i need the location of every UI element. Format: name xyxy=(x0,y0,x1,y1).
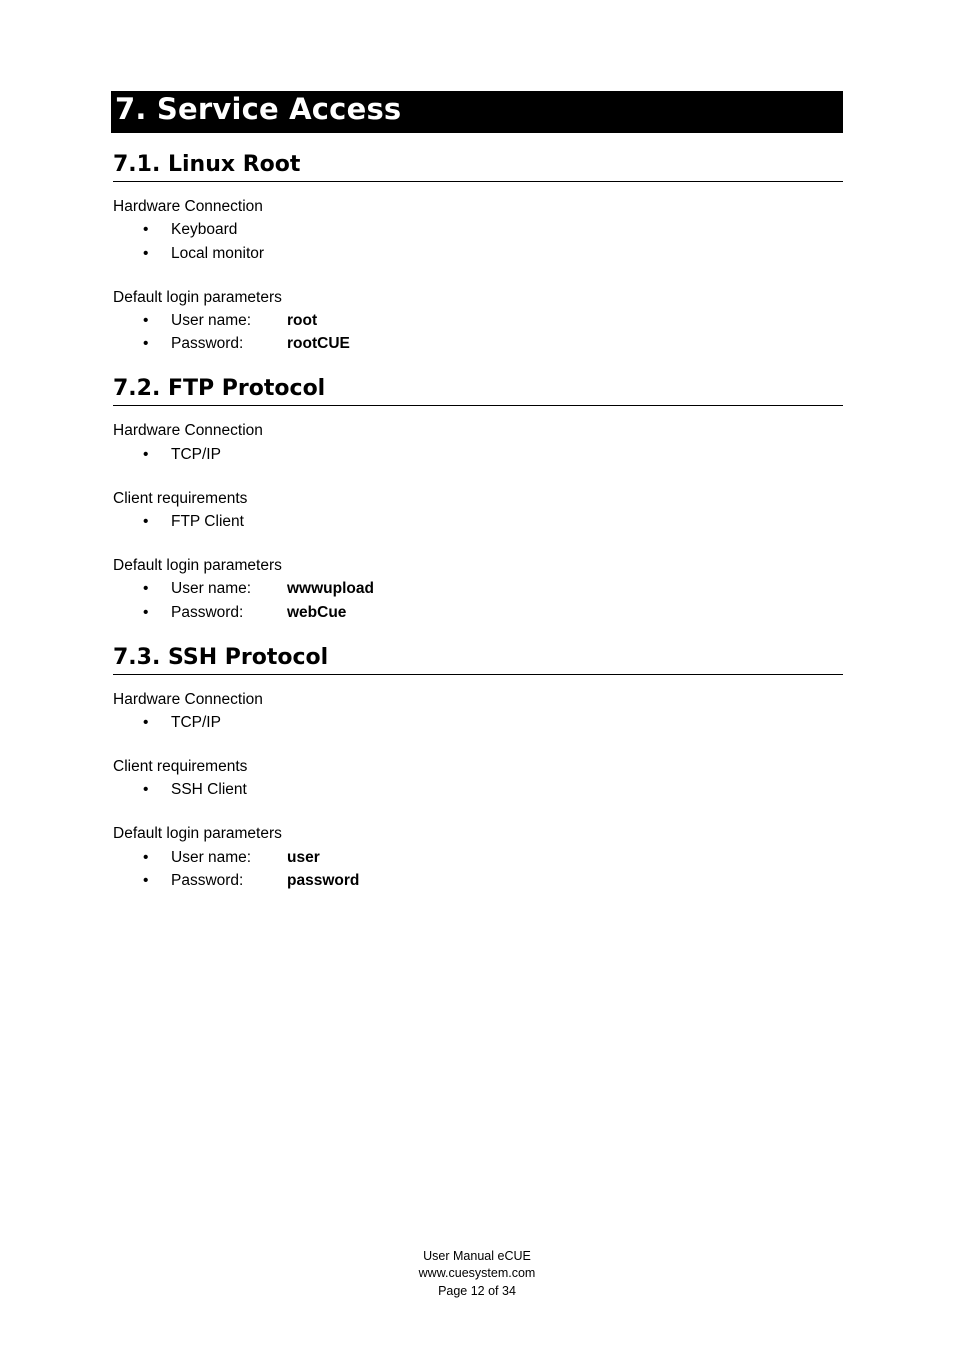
footer-website: www.cuesystem.com xyxy=(418,1266,536,1280)
password-value: rootCUE xyxy=(287,335,350,352)
bullet-icon: • xyxy=(143,446,149,463)
bullet-icon: • xyxy=(143,849,149,866)
bullet-icon: • xyxy=(143,245,149,262)
bullet-icon: • xyxy=(143,714,149,731)
bullet-icon: • xyxy=(143,580,149,597)
section-heading-ftp-protocol xyxy=(113,376,843,406)
login-parameters-label: Default login parameters xyxy=(113,825,282,842)
username-label: User name: xyxy=(171,580,252,597)
username-label: User name: xyxy=(171,312,252,329)
list-item: TCP/IP xyxy=(171,714,221,731)
footer-manual-title: User Manual eCUE xyxy=(423,1249,531,1263)
list-item: TCP/IP xyxy=(171,446,221,463)
section-title: 7.3. SSH Protocol xyxy=(113,645,329,670)
password-value: password xyxy=(287,872,360,889)
bullet-icon: • xyxy=(143,221,149,238)
bullet-icon: • xyxy=(143,312,149,329)
password-label: Password: xyxy=(171,335,244,352)
section-title: 7.2. FTP Protocol xyxy=(113,376,326,401)
bullet-icon: • xyxy=(143,335,149,352)
bullet-icon: • xyxy=(143,513,149,530)
client-requirements-label: Client requirements xyxy=(113,490,248,507)
section-heading-ssh-protocol xyxy=(113,645,843,675)
list-item: FTP Client xyxy=(171,513,244,530)
bullet-icon: • xyxy=(143,872,149,889)
client-requirements-label: Client requirements xyxy=(113,758,248,775)
hardware-connection-label: Hardware Connection xyxy=(113,198,263,215)
hardware-connection-label: Hardware Connection xyxy=(113,691,263,708)
password-label: Password: xyxy=(171,872,244,889)
chapter-title: 7. Service Access xyxy=(115,92,402,126)
hardware-connection-label: Hardware Connection xyxy=(113,422,263,439)
list-item: SSH Client xyxy=(171,781,247,798)
username-value: wwwupload xyxy=(287,580,374,597)
list-item: Keyboard xyxy=(171,221,238,238)
username-value: root xyxy=(287,312,318,329)
list-item: Local monitor xyxy=(171,245,265,262)
section-heading-linux-root xyxy=(113,152,843,182)
login-parameters-label: Default login parameters xyxy=(113,557,282,574)
login-parameters-label: Default login parameters xyxy=(113,289,282,306)
bullet-icon: • xyxy=(143,781,149,798)
footer-page-number: Page 12 of 34 xyxy=(438,1284,516,1298)
password-value: webCue xyxy=(287,604,347,621)
username-value: user xyxy=(287,849,320,866)
password-label: Password: xyxy=(171,604,244,621)
section-title: 7.1. Linux Root xyxy=(113,152,301,177)
chapter-heading-bar xyxy=(111,91,843,133)
username-label: User name: xyxy=(171,849,252,866)
bullet-icon: • xyxy=(143,604,149,621)
